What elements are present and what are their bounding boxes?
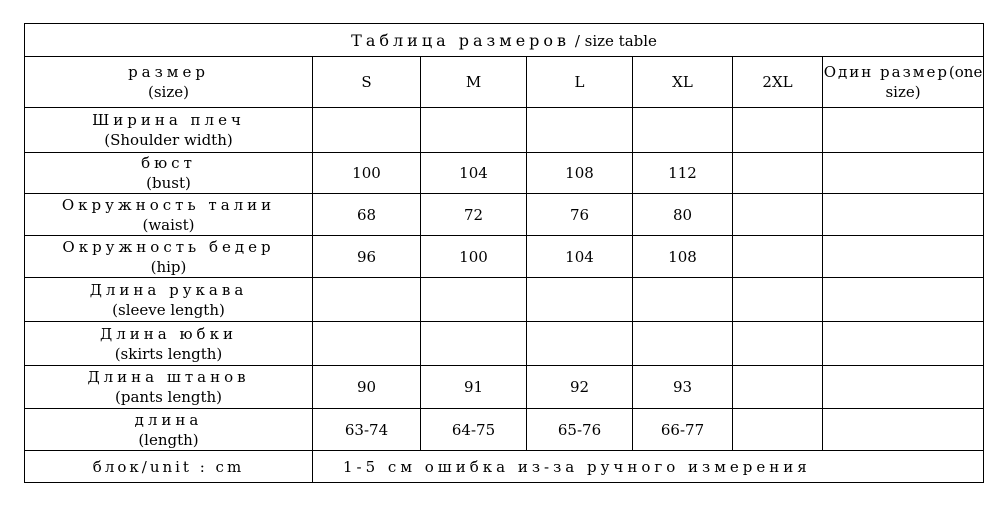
cell-2xl — [733, 108, 823, 153]
cell-xl: 80 — [633, 194, 733, 236]
cell-m — [421, 322, 527, 366]
unit-label: блок/unit : cm — [92, 458, 245, 476]
measurement-error-note: 1-5 см ошибка из-за ручного измерения — [343, 458, 811, 476]
cell-xl: 66-77 — [633, 409, 733, 451]
row-label — [25, 278, 313, 322]
size-header-l: L — [527, 57, 633, 108]
row-label-ru: Длина юбки — [100, 324, 237, 343]
size-label-cell — [25, 57, 313, 108]
row-label-en: (pants length) — [114, 388, 223, 406]
size-header-m: M — [421, 57, 527, 108]
row-label-ru: бюст — [141, 154, 196, 172]
cell-l: 108 — [527, 153, 633, 194]
size-header-s: S — [313, 57, 421, 108]
cell-l: 104 — [527, 236, 633, 278]
row-label-en: (length) — [138, 430, 199, 449]
size-label-en: (size) — [148, 83, 189, 101]
cell-m: 104 — [421, 153, 527, 194]
table-row — [25, 322, 984, 366]
table-row — [25, 278, 984, 322]
footer-row — [25, 451, 984, 483]
cell-s: 63-74 — [313, 409, 421, 451]
cell-l — [527, 322, 633, 366]
cell-2xl — [733, 278, 823, 322]
table-title-separator: / — [570, 31, 585, 50]
table-title — [25, 24, 984, 57]
cell-s — [313, 108, 421, 153]
cell-l — [527, 278, 633, 322]
size-header-xl: XL — [633, 57, 733, 108]
row-label — [25, 236, 313, 278]
table-row — [25, 108, 984, 153]
cell-s: 100 — [313, 153, 421, 194]
table-row — [25, 366, 984, 409]
row-label-ru: Длина штанов — [87, 368, 250, 386]
cell-one-size — [823, 322, 984, 366]
cell-xl — [633, 278, 733, 322]
header-row — [25, 57, 984, 108]
cell-m: 72 — [421, 194, 527, 236]
row-label — [25, 366, 313, 409]
cell-s — [313, 322, 421, 366]
cell-m — [421, 108, 527, 153]
cell-s — [313, 278, 421, 322]
cell-m: 100 — [421, 236, 527, 278]
size-label-ru: размер — [128, 63, 209, 81]
row-label — [25, 108, 313, 153]
table-title-ru: Таблица размеров — [351, 30, 571, 50]
cell-s: 68 — [313, 194, 421, 236]
cell-s: 96 — [313, 236, 421, 278]
table-row — [25, 409, 984, 451]
cell-2xl — [733, 194, 823, 236]
cell-one-size — [823, 194, 984, 236]
cell-m: 91 — [421, 366, 527, 409]
row-label — [25, 409, 313, 451]
row-label — [25, 194, 313, 236]
unit-cell — [25, 451, 313, 483]
cell-xl: 93 — [633, 366, 733, 409]
row-label — [25, 153, 313, 194]
row-label-en: (waist) — [142, 215, 195, 234]
row-label-ru: Окружность бедер — [62, 237, 275, 256]
row-label-en: (hip) — [150, 257, 187, 276]
cell-one-size — [823, 409, 984, 451]
row-label — [25, 322, 313, 366]
cell-2xl — [733, 366, 823, 409]
row-label-en: (bust) — [146, 174, 191, 192]
row-label-en: (sleeve length) — [112, 300, 225, 319]
cell-xl: 108 — [633, 236, 733, 278]
cell-2xl — [733, 409, 823, 451]
cell-one-size — [823, 278, 984, 322]
cell-one-size — [823, 108, 984, 153]
cell-xl: 112 — [633, 153, 733, 194]
table-row — [25, 194, 984, 236]
cell-one-size — [823, 366, 984, 409]
cell-l: 65-76 — [527, 409, 633, 451]
cell-one-size — [823, 153, 984, 194]
measurement-note-cell — [313, 451, 984, 483]
row-label-ru: Длина рукава — [89, 280, 248, 299]
table-row — [25, 236, 984, 278]
row-label-ru: Окружность талии — [61, 195, 276, 214]
cell-l: 76 — [527, 194, 633, 236]
one-size-en: (one size) — [885, 63, 983, 101]
size-header-2xl: 2XL — [733, 57, 823, 108]
cell-2xl — [733, 322, 823, 366]
cell-xl — [633, 322, 733, 366]
cell-one-size — [823, 236, 984, 278]
cell-l: 92 — [527, 366, 633, 409]
cell-m: 64-75 — [421, 409, 527, 451]
cell-s: 90 — [313, 366, 421, 409]
cell-l — [527, 108, 633, 153]
title-row — [25, 24, 984, 57]
cell-m — [421, 278, 527, 322]
row-label-en: (Shoulder width) — [104, 131, 233, 149]
cell-2xl — [733, 236, 823, 278]
size-header-one-size — [823, 57, 984, 108]
one-size-ru: Один размер — [823, 63, 949, 81]
row-label-en: (skirts length) — [114, 344, 223, 363]
table-title-en: size table — [584, 31, 657, 50]
row-label-ru: длина — [134, 410, 203, 429]
cell-xl — [633, 108, 733, 153]
size-table — [24, 23, 984, 483]
row-label-ru: Ширина плеч — [92, 111, 245, 129]
table-row — [25, 153, 984, 194]
cell-2xl — [733, 153, 823, 194]
